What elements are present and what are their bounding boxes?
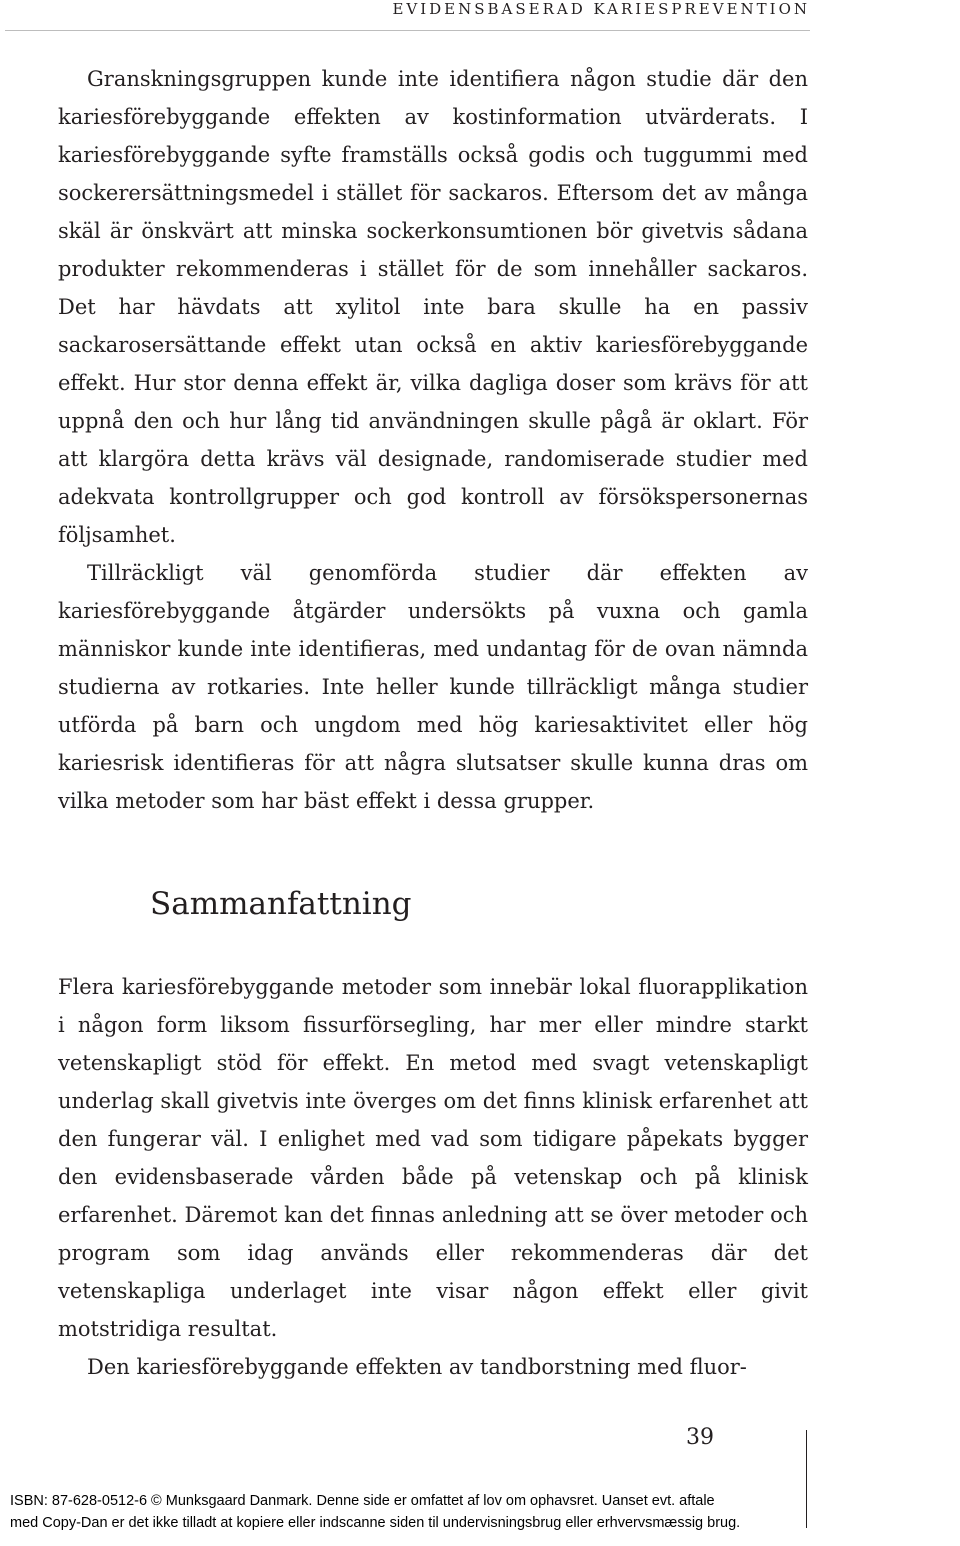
paragraph-1: Granskningsgruppen kunde inte identifiera någon studie där den kariesförebyggande effekten av kostinformation utvärderats. I kariesförebyggande syfte framställs också godis och tuggummi med sockerersättningsmedel i stället för sackaros. Eftersom det av många skäl är önskvärt att minska sockerkonsumtionen bör givetvis sådana produkter rekommenderas i stället för de som innehåller sackaros. Det har hävdats att xylitol inte bara skulle ha en passiv sackarosersättande effekt utan också en aktiv kariesförebyggande effekt. Hur stor denna effekt är, vilka dagliga doser som krävs för att uppnå den och hur lång tid användningen skulle pågå är oklart. För att klargöra detta krävs väl designade, randomiserade studier med adekvata kontrollgrupper och god kontroll av försökspersonernas följsamhet. — [58, 67, 808, 547]
copyright-line-1: ISBN: 87-628-0512-6 © Munksgaard Danmark. Denne side er omfattet af lov om ophavsret. Uanset evt. aftale — [10, 1493, 715, 1509]
running-head: EVIDENSBASERAD KARIESPREVENTION — [392, 0, 810, 18]
body-section-2 — [58, 968, 808, 1386]
paragraph-2: Tillräckligt väl genomförda studier där effekten av kariesförebyggande åtgärder undersökts på vuxna och gamla människor kunde inte identifieras, med undantag för de ovan nämnda studierna av rotkaries. Inte heller kunde tillräckligt många studier utförda på barn och ungdom med hög kariesaktivitet eller hög kariesrisk identifieras för att några slutsatser skulle kunna dras om vilka metoder som har bäst effekt i dessa grupper. — [58, 561, 808, 813]
body-section-1 — [58, 60, 808, 820]
paragraph-4: Den kariesförebyggande effekten av tandborstning med fluor- — [87, 1355, 747, 1379]
header-rule — [5, 30, 810, 31]
page-number: 39 — [686, 1425, 714, 1450]
copyright-line-2: med Copy-Dan er det ikke tilladt at kopiere eller indscanne siden til undervisningsbrug eller erhvervsmæssig brug. — [10, 1515, 741, 1531]
copyright-notice — [10, 1490, 840, 1534]
section-heading: Sammanfattning — [150, 886, 412, 922]
paragraph-3: Flera kariesförebyggande metoder som innebär lokal fluorapplikation i någon form liksom fissurförsegling, har mer eller mindre starkt vetenskapligt stöd för effekt. En metod med svagt vetenskapligt underlag skall givetvis inte överges om det finns klinisk erfarenhet att den fungerar väl. I enlighet med vad som tidigare påpekats bygger den evidensbaserade vården både på vetenskap och på klinisk erfarenhet. Däremot kan det finnas anledning att se över metoder och program som idag används eller rekommenderas där det vetenskapliga underlaget inte visar någon effekt eller givit motstridiga resultat. — [58, 975, 808, 1341]
